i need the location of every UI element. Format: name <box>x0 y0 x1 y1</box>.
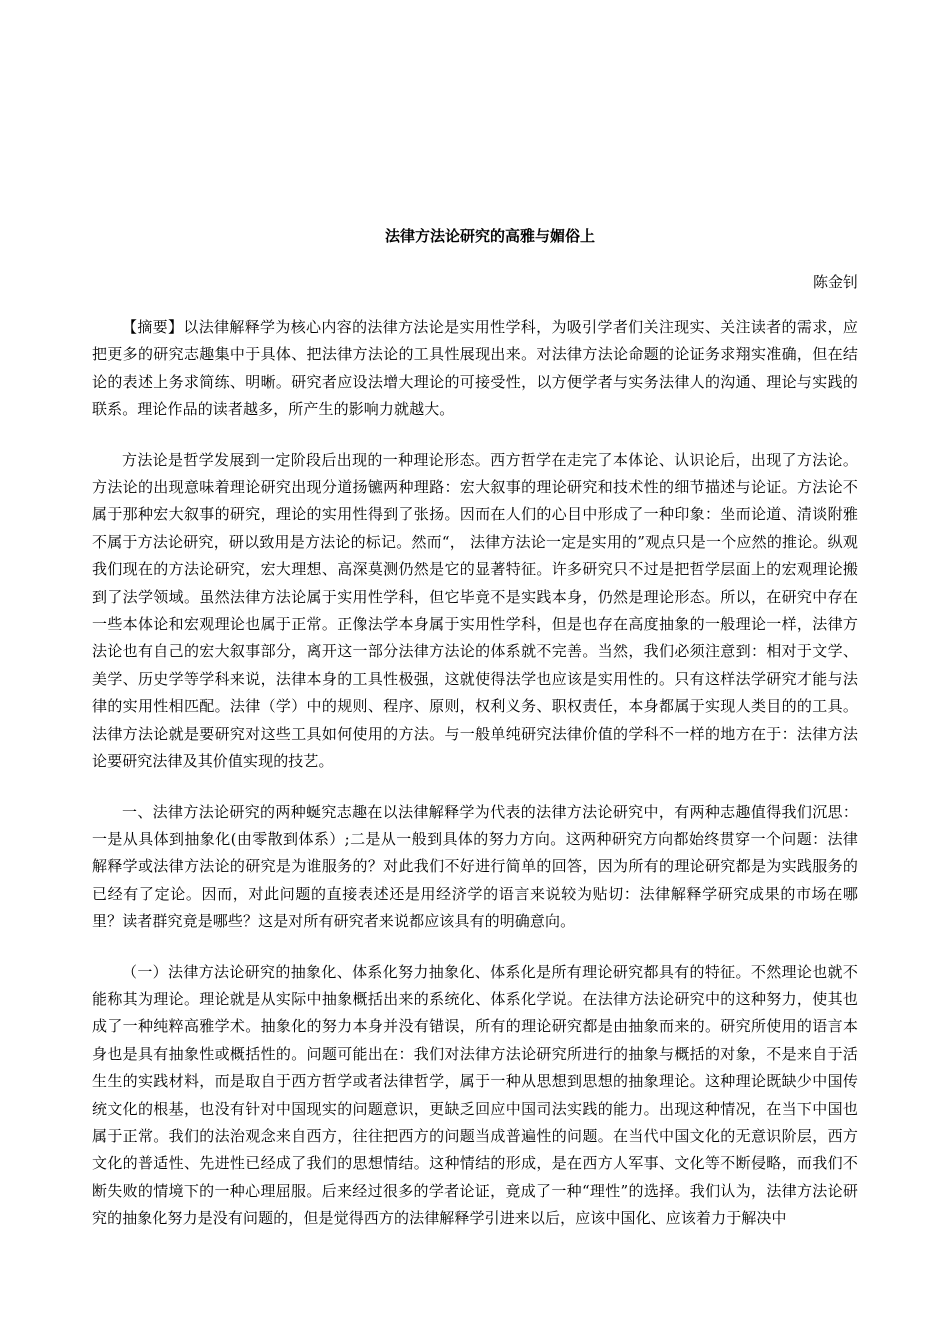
abstract-paragraph: 【摘要】以法律解释学为核心内容的法律方法论是实用性学科，为吸引学者们关注现实、关注读者的需求，应把更多的研究志趣集中于具体、把法律方法论的工具性展现出来。对法律方法论命题的论证务求翔实准确，但在结论的表述上务求简练、明晰。研究者应设法增大理论的可接受性，以方便学者与实务法律人的沟通、理论与实践的联系。理论作品的读者越多，所产生的影响力就越大。 <box>92 318 858 419</box>
document-title: 法律方法论研究的高雅与媚俗上 <box>384 227 595 245</box>
body-paragraph: （一）法律方法论研究的抽象化、体系化努力抽象化、体系化是所有理论研究都具有的特征。不然理论也就不能称其为理论。理论就是从实际中抽象概括出来的系统化、体系化学说。在法律方法论研究中的这种努力，使其也成了一种纯粹高雅学术。抽象化的努力本身并没有错误，所有的理论研究都是由抽象而来的。研究所使用的语言本身也是具有抽象性或概括性的。问题可能出在：我们对法律方法论研究所进行的抽象与概括的对象，不是来自于活生生的实践材料，而是取自于西方哲学或者法律哲学，属于一种从思想到思想的抽象理论。这种理论既缺少中国传统文化的根基，也没有针对中国现实的问题意识，更缺乏回应中国司法实践的能力。出现这种情况，在当下中国也属于正常。我们的法治观念来自西方，往往把西方的问题当成普遍性的问题。在当代中国文化的无意识阶层，西方文化的普适性、先进性已经成了我们的思想情结。这种情结的形成，是在西方人军事、文化等不断侵略，而我们不断失败的情境下的一种心理屈服。后来经过很多的学者论证，竟成了一种“理性”的选择。我们认为，法律方法论研究的抽象化努力是没有问题的，但是觉得西方的法律解释学引进来以后，应该中国化、应该着力于解决中 <box>92 962 858 1228</box>
document-page <box>92 222 858 1233</box>
document-author: 陈金钊 <box>812 273 858 291</box>
body-paragraph: 一、法律方法论研究的两种蜒究志趣在以法律解释学为代表的法律方法论研究中，有两种志趣值得我们沉思：一是从具体到抽象化(由零散到体系）;二是从一般到具体的努力方向。这两种研究方向都始终贯穿一个问题：法律解释学或法律方法论的研究是为谁服务的？对此我们不好进行简单的回答，因为所有的理论研究都是为实践服务的已经有了定论。因而，对此问题的直接表述还是用经济学的语言来说较为贴切：法律解释学研究成果的市场在哪里？读者群究竟是哪些？这是对所有研究者来说都应该具有的明确意向。 <box>92 802 858 931</box>
body-paragraph: 方法论是哲学发展到一定阶段后出现的一种理论形态。西方哲学在走完了本体论、认识论后，出现了方法论。方法论的出现意味着理论研究出现分道扬镳两种理路：宏大叙事的理论研究和技术性的细节描述与论证。方法论不属于那种宏大叙事的研究，理论的实用性得到了张扬。因而在人们的心目中形成了一种印象：坐而论道、清谈附雅不属于方法论研究，研以致用是方法论的标记。然而“， 法律方法论一定是实用的”观点只是一个应然的推论。纵观我们现在的方法论研究，宏大理想、高深莫测仍然是它的显著特征。许多研究只不过是把哲学层面上的宏观理论搬到了法学领域。虽然法律方法论属于实用性学科，但它毕竟不是实践本身，仍然是理论形态。所以，在研究中存在一些本体论和宏观理论也属于正常。正像法学本身属于实用性学科，但是也存在高度抽象的一般理论一样，法律方法论也有自己的宏大叙事部分，离开这一部分法律方法论的体系就不完善。当然，我们必须注意到：相对于文学、美学、历史学等学科来说，法律本身的工具性极强，这就使得法学也应该是实用性的。只有这样法学研究才能与法律的实用性相匹配。法律（学）中的规则、程序、原则，权利义务、职权责任，本身都属于实现人类目的的工具。法律方法论就是要研究对这些工具如何使用的方法。与一般单纯研究法律价值的学科不一样的地方在于：法律方法论要研究法律及其价值实现的技艺。 <box>92 450 858 771</box>
